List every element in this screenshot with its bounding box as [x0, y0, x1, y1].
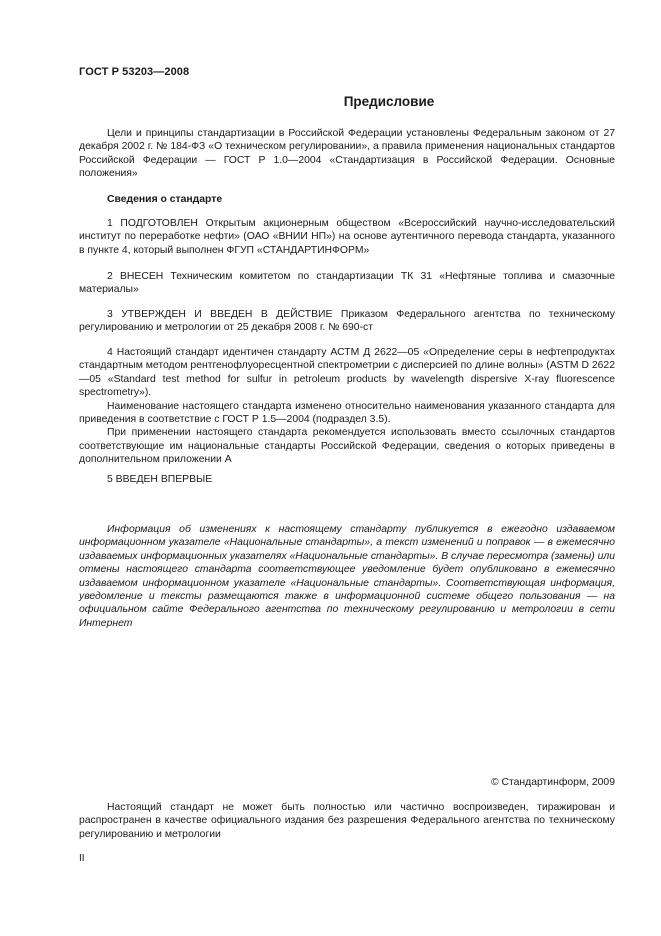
copyright: © Стандартинформ, 2009	[490, 777, 615, 788]
changes-notice	[79, 523, 615, 630]
info-heading: Сведения о стандарте	[107, 194, 223, 205]
intro-paragraph	[79, 127, 615, 181]
item-4	[79, 346, 615, 467]
item-1	[79, 217, 615, 257]
item-4-text: 4 Настоящий стандарт идентичен стандарту АСТМ Д 2622—05 «Определение серы в нефтепродуктах стандартным методом рентгенофлуоресцентной спектрометрии с дисперсией по длине волны» (ASTM D 2622—05 «Standard test method for sulfur in petroleum products by wavelength dispersive X-ray fluorescence spectrometry»).	[79, 347, 615, 399]
standard-id-header: ГОСТ Р 53203—2008	[79, 66, 190, 78]
item-2-text: 2 ВНЕСЕН Техническим комитетом по стандартизации ТК 31 «Нефтяные топлива и смазочные материалы»	[79, 271, 615, 296]
legal-notice	[79, 801, 615, 841]
item-5-text: 5 ВВЕДЕН ВПЕРВЫЕ	[107, 474, 213, 485]
intro-text: Цели и принципы стандартизации в Российской Федерации установлены Федеральным законом от 27 декабря 2002 г. № 184-ФЗ «О техническом регулировании», а правила применения национальных стандартов Российской Федерации — ГОСТ Р 1.0—2004 «Стандартизация в Российской Федерации. Основные положения»	[79, 128, 615, 180]
legal-notice-text: Настоящий стандарт не может быть полностью или частично воспроизведен, тиражирован и распространен в качестве официального издания без разрешения Федерального агентства по техническому регулированию и метрологии	[79, 802, 615, 840]
item-4-rename-note: Наименование настоящего стандарта изменено относительно наименования указанного стандарта для приведения в соответствие с ГОСТ Р 1.5—2004 (подраздел 3.5).	[79, 400, 615, 426]
item-5	[79, 473, 615, 486]
item-3	[79, 308, 615, 335]
item-4-reference-note: При применении настоящего стандарта рекомендуется использовать вместо ссылочных стандартов соответствующие им национальные стандарты Российской Федерации, сведения о которых приведены в дополнительном приложении А	[79, 427, 615, 466]
item-2	[79, 270, 615, 297]
item-3-text: 3 УТВЕРЖДЕН И ВВЕДЕН В ДЕЙСТВИЕ Приказом Федерального агентства по техническому регулированию и метрологии от 25 декабря 2008 г. № 690-ст	[79, 309, 615, 334]
page-number: II	[79, 853, 85, 864]
item-1-text: 1 ПОДГОТОВЛЕН Открытым акционерным обществом «Всероссийский научно-исследовательский институт по переработке нефти» (ОАО «ВНИИ НП») на основе аутентичного перевода стандарта, указанного в пункте 4, который выполнен ФГУП «СТАНДАРТИНФОРМ»	[79, 218, 615, 256]
page-title-text: Предисловие	[343, 94, 435, 109]
page-title	[79, 94, 615, 109]
changes-notice-text: Информация об изменениях к настоящему стандарту публикуется в ежегодно издаваемом информационном указателе «Национальные стандарты», а текст изменений и поправок — в ежемесячно издаваемых информационных указателях «Национальные стандарты». В случае пересмотра (замены) или отмены настоящего стандарта соответствующее уведомление будет опубликовано в ежемесячно издаваемом информационном указателе «Национальные стандарты». Соответствующая информация, уведомление и тексты размещаются также в информационной системе общего пользования — на официальном сайте Федерального агентства по техническому регулированию и метрологии в сети Интернет	[79, 524, 615, 629]
